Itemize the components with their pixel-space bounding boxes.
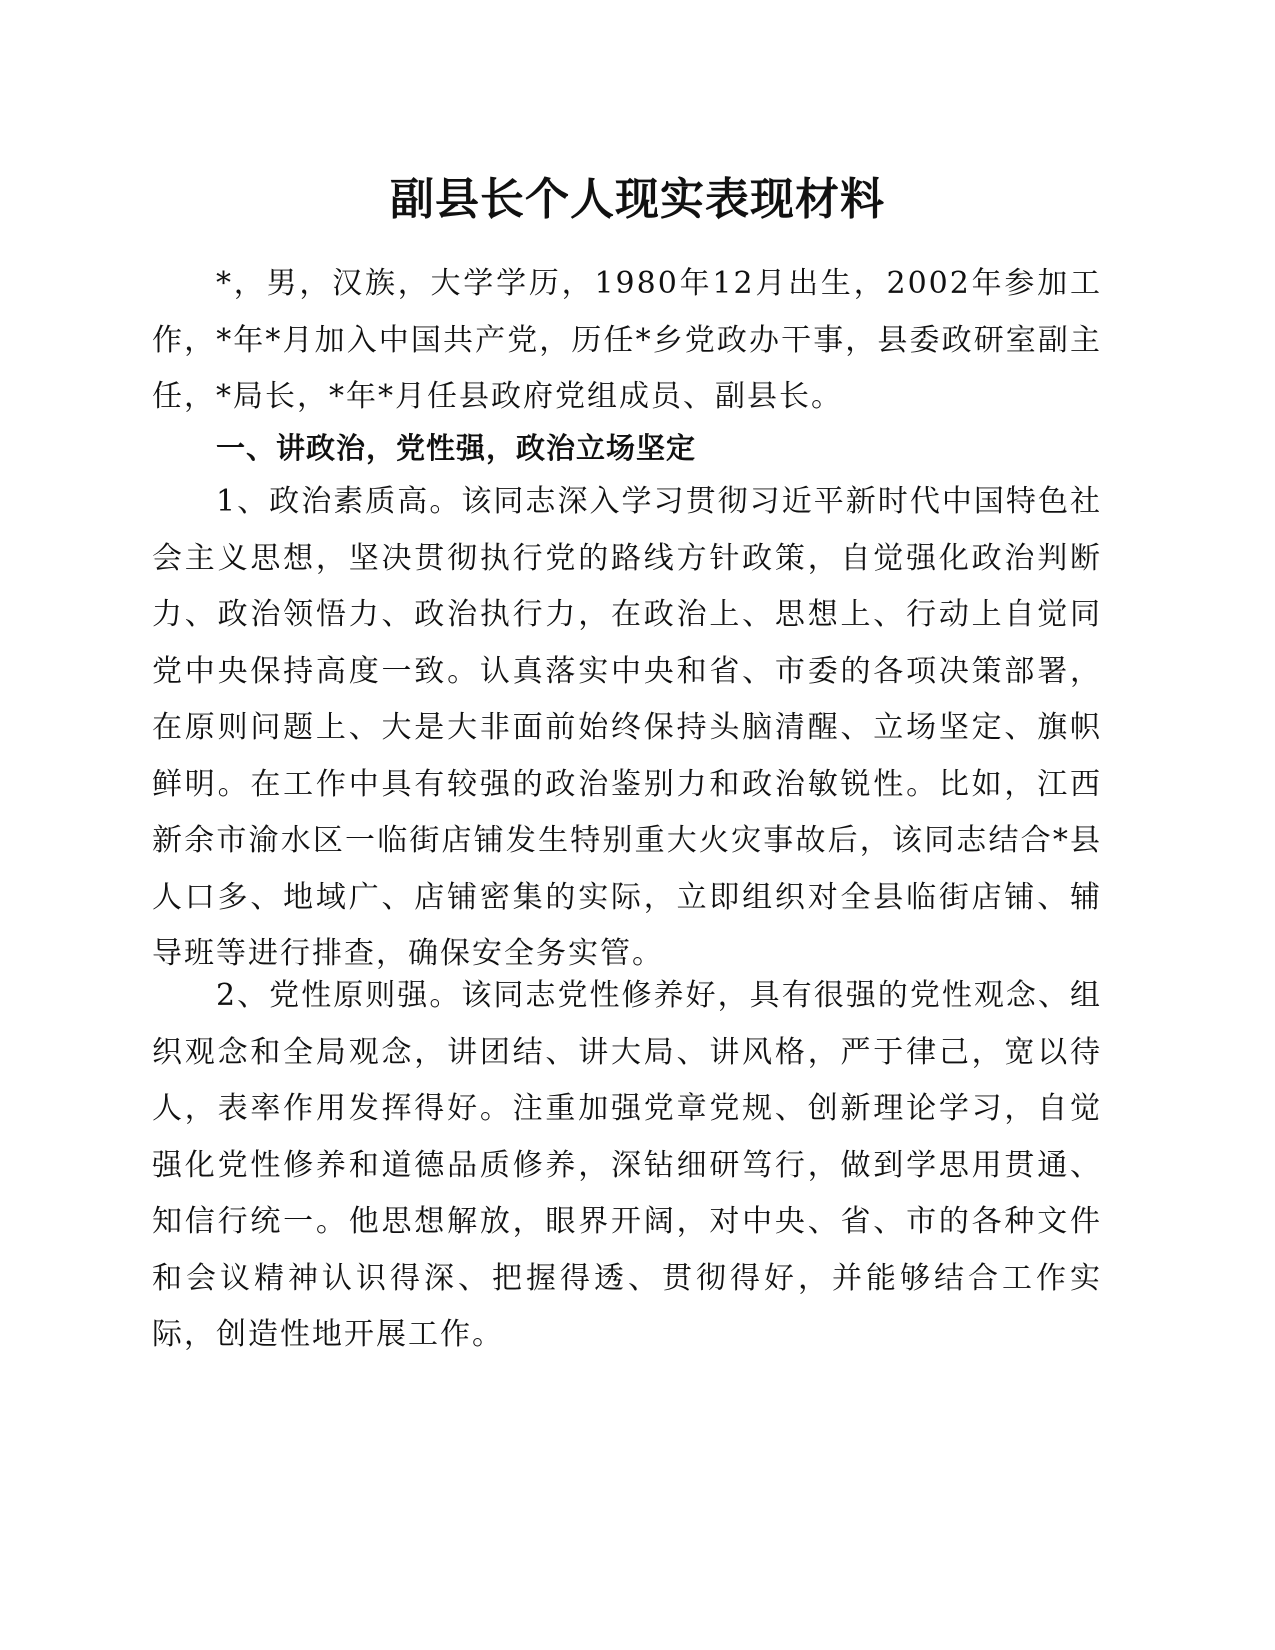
section-heading: 一、讲政治，党性强，政治立场坚定 <box>216 431 697 465</box>
document-title: 副县长个人现实表现材料 <box>390 174 885 225</box>
intro-paragraph: *，男，汉族，大学学历，1980年12月出生，2002年参加工作，*年*月加入中国共产党，历任*乡党政办干事，县委政研室副主任，*局长，*年*月任县政府党组成员、副县长。 <box>152 266 1102 414</box>
paragraph-political-quality: 1、政治素质高。该同志深入学习贯彻习近平新时代中国特色社会主义思想，坚决贯彻执行党的路线方针政策，自觉强化政治判断力、政治领悟力、政治执行力，在政治上、思想上、行动上自觉同党中央保持高度一致。认真落实中央和省、市委的各项决策部署，在原则问题上、大是大非面前始终保持头脑清醒、立场坚定、旗帜鲜明。在工作中具有较强的政治鉴别力和政治敏锐性。比如，江西新余市渝水区一临街店铺发生特别重大火灾事故后，该同志结合*县人口多、地域广、店铺密集的实际，立即组织对全县临街店铺、辅导班等进行排查，确保安全务实管。 <box>152 484 1102 971</box>
paragraph-party-principle: 2、党性原则强。该同志党性修养好，具有很强的党性观念、组织观念和全局观念，讲团结、讲大局、讲风格，严于律己，宽以待人，表率作用发挥得好。注重加强党章党规、创新理论学习，自觉强化党性修养和道德品质修养，深钻细研笃行，做到学思用贯通、知信行统一。他思想解放，眼界开阔，对中央、省、市的各种文件和会议精神认识得深、把握得透、贯彻得好，并能够结合工作实际，创造性地开展工作。 <box>152 978 1102 1352</box>
